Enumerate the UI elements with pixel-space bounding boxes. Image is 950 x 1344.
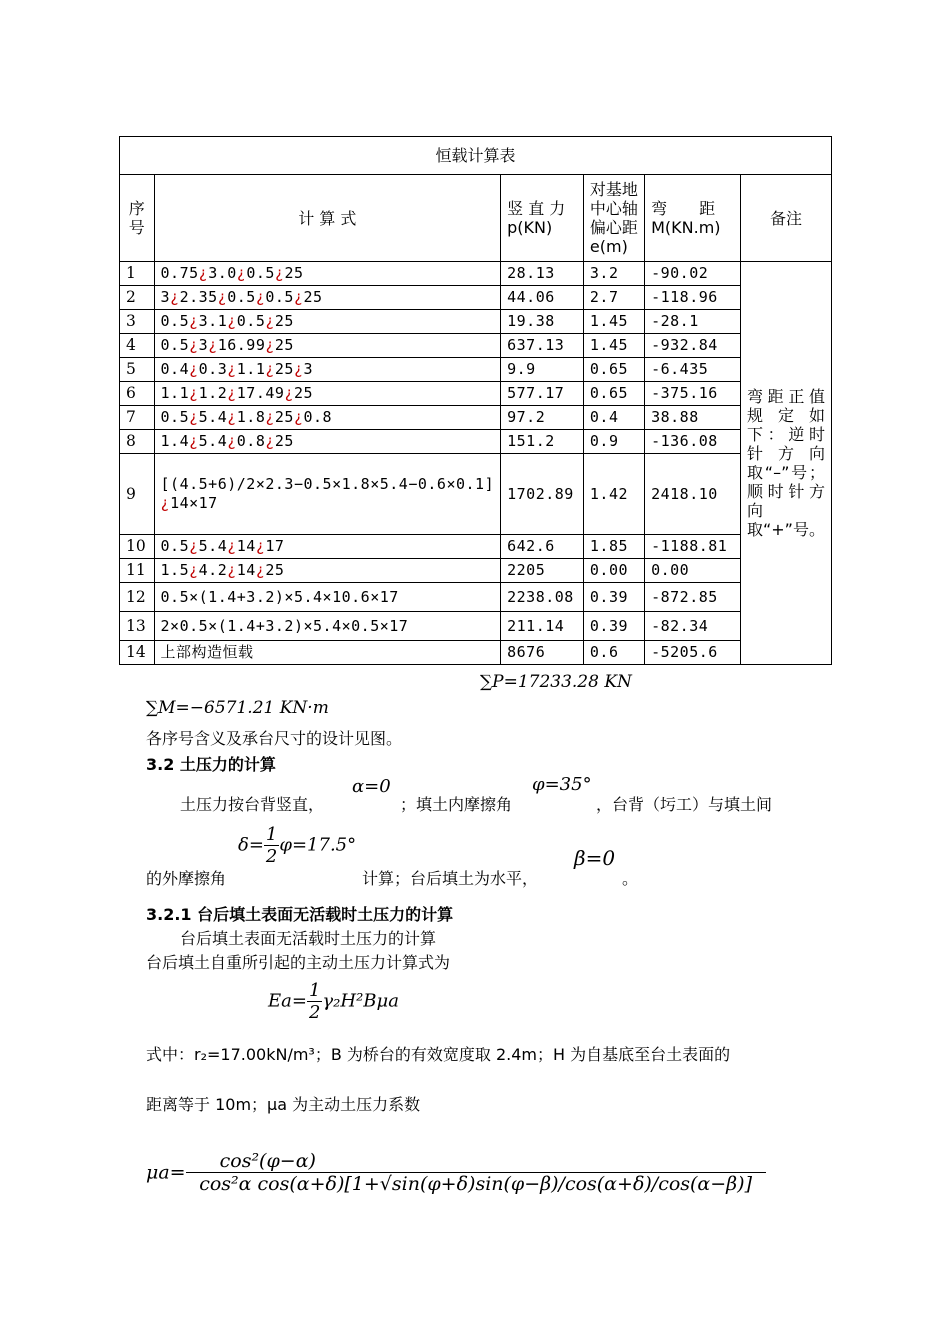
garbled-glyph: ¿ — [265, 336, 275, 354]
garbled-glyph: ¿ — [189, 336, 199, 354]
mu-numerator: cos²(φ−α) — [186, 1150, 766, 1173]
header-moment: 弯 距 M(KN.m) — [645, 175, 741, 262]
beta-value: β=0 — [574, 846, 616, 870]
row-no: 5 — [120, 358, 155, 382]
row-formula: 上部构造恒载 — [154, 641, 501, 665]
row-moment: -872.85 — [645, 583, 741, 612]
garbled-glyph: ¿ — [198, 264, 209, 282]
row-formula: 0.5×(1.4+3.2)×5.4×10.6×17 — [154, 583, 501, 612]
row-no: 1 — [120, 262, 155, 286]
header-note: 备注 — [740, 175, 831, 262]
row-formula: 0.5¿5.4¿1.8¿25¿0.8 — [154, 406, 501, 430]
row-no: 7 — [120, 406, 155, 430]
table-row — [120, 559, 832, 583]
delta-lhs: δ= — [238, 834, 264, 856]
row-eccentricity: 1.45 — [583, 334, 644, 358]
row-formula: 3¿2.35¿0.5¿0.5¿25 — [154, 286, 501, 310]
garbled-glyph: ¿ — [284, 384, 294, 402]
row-vertical-force: 577.17 — [501, 382, 584, 406]
row-moment: -932.84 — [645, 334, 741, 358]
row-eccentricity: 0.4 — [583, 406, 644, 430]
header-eccentricity: 对基地中心轴偏心距 e(m) — [583, 175, 644, 262]
alpha-value: α=0 — [352, 776, 391, 797]
row-no: 3 — [120, 310, 155, 334]
header-formula: 计 算 式 — [154, 175, 501, 262]
row-vertical-force: 8676 — [501, 641, 584, 665]
row-no: 10 — [120, 535, 155, 559]
ea-denominator: 2 — [308, 1002, 321, 1023]
row-vertical-force: 637.13 — [501, 334, 584, 358]
garbled-glyph: ¿ — [160, 494, 171, 512]
garbled-glyph: ¿ — [265, 312, 275, 330]
row-formula: 0.5¿5.4¿14¿17 — [154, 535, 501, 559]
garbled-glyph: ¿ — [274, 264, 285, 282]
garbled-glyph: ¿ — [255, 288, 266, 306]
row-vertical-force: 2205 — [501, 559, 584, 583]
delta-numerator: 1 — [265, 824, 278, 845]
garbled-glyph: ¿ — [227, 384, 237, 402]
row-formula: 1.1¿1.2¿17.49¿25 — [154, 382, 501, 406]
row-formula: 1.4¿5.4¿0.8¿25 — [154, 430, 501, 454]
paragraph-where: 式中：r₂=17.00kN/m³；B 为桥台的有效宽度取 2.4m；H 为自基底至台土表面的 — [146, 1045, 731, 1064]
garbled-glyph: ¿ — [189, 360, 199, 378]
row-vertical-force: 28.13 — [501, 262, 584, 286]
row-moment: -1188.81 — [645, 535, 741, 559]
garbled-glyph: ¿ — [189, 561, 199, 579]
paragraph-earth-pressure-b: ；填土内摩擦角 — [400, 795, 513, 814]
row-eccentricity: 0.9 — [583, 430, 644, 454]
paragraph-distance: 距离等于 10m；μa 为主动土压力系数 — [146, 1095, 421, 1114]
garbled-glyph: ¿ — [170, 288, 180, 306]
table-row — [120, 334, 832, 358]
delta-denominator: 2 — [265, 846, 278, 867]
row-moment: -118.96 — [645, 286, 741, 310]
garbled-glyph: ¿ — [189, 537, 199, 555]
garbled-glyph: ¿ — [265, 408, 275, 426]
row-moment: 0.00 — [645, 559, 741, 583]
table-row — [120, 454, 832, 535]
paragraph-friction-a: 的外摩擦角 — [146, 869, 227, 888]
row-no: 4 — [120, 334, 155, 358]
garbled-glyph: ¿ — [189, 408, 199, 426]
row-moment: -136.08 — [645, 430, 741, 454]
row-no: 14 — [120, 641, 155, 665]
garbled-glyph: ¿ — [208, 336, 218, 354]
mu-denominator: cos²α cos(α+δ)[1+√sin(φ+δ)sin(φ−β)/cos(α+δ)/cos(α−β)] — [199, 1173, 752, 1195]
mu-formula — [146, 1150, 766, 1195]
row-moment: -5205.6 — [645, 641, 741, 665]
ea-lhs: Ea= — [268, 990, 307, 1012]
row-vertical-force: 211.14 — [501, 612, 584, 641]
table-row — [120, 641, 832, 665]
paragraph-active-pressure: 台后填土自重所引起的主动土压力计算式为 — [146, 953, 451, 972]
sum-p: ∑P=17233.28 KN — [480, 672, 632, 692]
dead-load-table — [119, 136, 832, 665]
table-row — [120, 612, 832, 641]
garbled-glyph: ¿ — [255, 561, 266, 579]
paragraph-figure-note: 各序号含义及承台尺寸的设计见图。 — [146, 729, 403, 748]
table-row — [120, 535, 832, 559]
garbled-glyph: ¿ — [227, 537, 237, 555]
row-formula: 0.75¿3.0¿0.5¿25 — [154, 262, 501, 286]
row-no: 6 — [120, 382, 155, 406]
row-note: 弯距正值规定如下：逆时针方向取“–”号；顺时针方向取“+”号。 — [740, 262, 831, 665]
row-formula: [(4.5+6)/2×2.3−0.5×1.8×5.4−0.6×0.1] ¿14×17 — [154, 454, 501, 535]
table-row — [120, 406, 832, 430]
row-eccentricity: 0.65 — [583, 358, 644, 382]
header-vertical-force: 竖 直 力 p(KN) — [501, 175, 584, 262]
row-eccentricity: 1.85 — [583, 535, 644, 559]
row-no: 11 — [120, 559, 155, 583]
paragraph-no-live-load: 台后填土表面无活载时土压力的计算 — [180, 929, 437, 948]
row-moment: -375.16 — [645, 382, 741, 406]
paragraph-friction-c: 。 — [622, 869, 639, 888]
mu-lhs: μa= — [146, 1161, 186, 1184]
row-moment: 38.88 — [645, 406, 741, 430]
garbled-glyph: ¿ — [227, 432, 237, 450]
garbled-glyph: ¿ — [265, 432, 275, 450]
row-vertical-force: 642.6 — [501, 535, 584, 559]
row-moment: -90.02 — [645, 262, 741, 286]
row-moment: 2418.10 — [645, 454, 741, 535]
garbled-glyph: ¿ — [236, 264, 247, 282]
row-vertical-force: 44.06 — [501, 286, 584, 310]
ea-formula — [268, 980, 399, 1023]
row-vertical-force: 1702.89 — [501, 454, 584, 535]
row-vertical-force: 9.9 — [501, 358, 584, 382]
row-eccentricity: 0.65 — [583, 382, 644, 406]
garbled-glyph: ¿ — [227, 408, 237, 426]
row-eccentricity: 1.45 — [583, 310, 644, 334]
row-no: 13 — [120, 612, 155, 641]
heading-3-2: 3.2 土压力的计算 — [146, 755, 276, 774]
garbled-glyph: ¿ — [227, 312, 237, 330]
delta-rhs: φ=17.5° — [279, 834, 357, 856]
table-row — [120, 382, 832, 406]
row-vertical-force: 19.38 — [501, 310, 584, 334]
garbled-glyph: ¿ — [189, 312, 199, 330]
row-formula: 0.4¿0.3¿1.1¿25¿3 — [154, 358, 501, 382]
table-row — [120, 430, 832, 454]
table-row — [120, 583, 832, 612]
row-formula: 0.5¿3.1¿0.5¿25 — [154, 310, 501, 334]
phi-value: φ=35° — [532, 774, 592, 795]
garbled-glyph: ¿ — [189, 432, 199, 450]
header-no: 序号 — [120, 175, 155, 262]
ea-numerator: 1 — [308, 980, 321, 1001]
garbled-glyph: ¿ — [293, 408, 304, 426]
delta-fraction — [264, 824, 279, 867]
garbled-glyph: ¿ — [255, 537, 266, 555]
garbled-glyph: ¿ — [217, 288, 228, 306]
row-no: 9 — [120, 454, 155, 535]
table-row — [120, 358, 832, 382]
sum-m: ∑M=−6571.21 KN·m — [146, 698, 329, 718]
row-eccentricity: 0.39 — [583, 583, 644, 612]
ea-rhs: γ₂H²Bμa — [322, 990, 399, 1012]
row-formula: 1.5¿4.2¿14¿25 — [154, 559, 501, 583]
garbled-glyph: ¿ — [293, 288, 304, 306]
table-title: 恒载计算表 — [120, 137, 832, 175]
row-eccentricity: 0.39 — [583, 612, 644, 641]
row-vertical-force: 2238.08 — [501, 583, 584, 612]
garbled-glyph: ¿ — [265, 360, 275, 378]
row-eccentricity: 1.42 — [583, 454, 644, 535]
mu-fraction — [186, 1150, 766, 1195]
row-eccentricity: 2.7 — [583, 286, 644, 310]
row-moment: -82.34 — [645, 612, 741, 641]
row-vertical-force: 97.2 — [501, 406, 584, 430]
row-no: 8 — [120, 430, 155, 454]
row-no: 12 — [120, 583, 155, 612]
table-row — [120, 310, 832, 334]
garbled-glyph: ¿ — [293, 360, 304, 378]
row-formula: 0.5¿3¿16.99¿25 — [154, 334, 501, 358]
row-vertical-force: 151.2 — [501, 430, 584, 454]
ea-fraction — [307, 980, 322, 1023]
row-eccentricity: 0.00 — [583, 559, 644, 583]
paragraph-earth-pressure-a: 土压力按台背竖直， — [180, 795, 325, 814]
garbled-glyph: ¿ — [189, 384, 199, 402]
row-eccentricity: 3.2 — [583, 262, 644, 286]
row-moment: -6.435 — [645, 358, 741, 382]
paragraph-earth-pressure-c: ，台背（圬工）与填土间 — [596, 795, 773, 814]
row-moment: -28.1 — [645, 310, 741, 334]
garbled-glyph: ¿ — [227, 360, 237, 378]
row-eccentricity: 0.6 — [583, 641, 644, 665]
row-formula: 2×0.5×(1.4+3.2)×5.4×0.5×17 — [154, 612, 501, 641]
delta-formula — [238, 824, 356, 867]
table-row — [120, 286, 832, 310]
garbled-glyph: ¿ — [227, 561, 237, 579]
row-no: 2 — [120, 286, 155, 310]
heading-3-2-1: 3.2.1 台后填土表面无活载时土压力的计算 — [146, 905, 454, 924]
table-row — [120, 262, 832, 286]
paragraph-friction-b: 计算；台后填土为水平， — [362, 869, 539, 888]
